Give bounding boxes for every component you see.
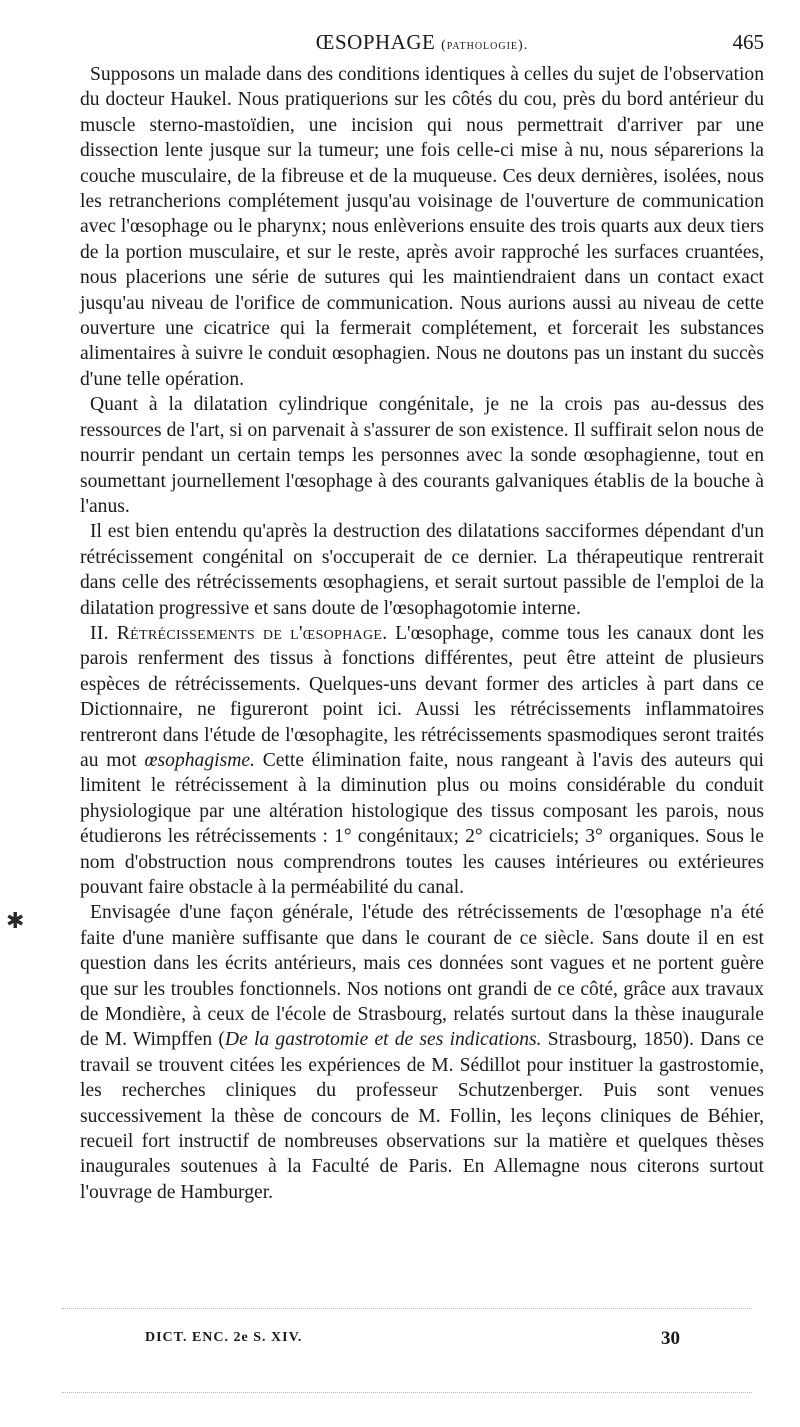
header-subtitle: (pathologie). [441,38,529,53]
paragraph-3-text: Il est bien entendu qu'après la destruction des dilatations sacciformes dépendant d'un rétrécissement congénital on s'occuperait de ce dernier. La thérapeutique rentrerait dans celle des rétrécissements œsophagiens, et serait surtout passible de l'emploi de la dilatation progressive et sans doute de l'œsophagotomie interne. [80,521,764,619]
paragraph-5-text-after: Strasbourg, 1850). Dans ce travail se trouvent citées les expériences de M. Sédillot pour instituer la gastrostomie, les recherches cliniques du professeur Schutzenberger. Puis sont venues successivement la thèse de concours de M. Follin, les leçons cliniques de Béhier, recueil fort instructif de nombreuses observations sur la matière et quelques thèses inaugurales soutenues à la Faculté de Paris. En Allemagne nous citerons surtout l'ouvrage de Hamburger. [80,1029,764,1203]
footer-signature: DICT. ENC. 2e S. XIV. [145,1330,303,1345]
paragraph-2-text: Quant à la dilatation cylindrique congénitale, je ne la crois pas au-dessus des ressources de l'art, si on parvenait à s'assurer de son existence. Il suffirait selon nous de nourrir pendant un certain temps les personnes avec la sonde œsophagienne, tout en soumettant journellement l'œsophage à des courants galvaniques établis de la bouche à l'anus. [80,394,764,517]
margin-mark-icon: ✱ [6,908,25,933]
paragraph-4-text-after: Cette élimination faite, nous rangeant à l'avis des auteurs qui limitent le rétrécissement à la diminution plus ou moins considérable du conduit physiologique par une altération histologique des tissus composant les parois, nous étudierons les rétrécissements : 1° congénitaux; 2° cicatriciels; 3° organiques. Sous le nom d'obstruction nous comprendrons toutes les causes intérieures ou extérieures pouvant faire obstacle à la perméabilité du canal. [80,749,764,898]
paragraph-2 [80,392,764,519]
signature-footer [145,1328,680,1352]
paragraph-1-text: Supposons un malade dans des conditions identiques à celles du sujet de l'observation du docteur Haukel. Nous pratiquerions sur les côtés du cou, près du bord antérieur du muscle sterno-mastoïdien, une incision qui nous permettrait d'arriver par une dissection lente jusque sur la tumeur; une fois celle-ci mise à nu, nous séparerions la couche musculaire, de la fibreuse et de la muqueuse. Ces deux dernières, isolées, nous les retrancherions complétement jusqu'au voisinage de l'ouverture de communication avec l'œsophage ou le pharynx; nous enlèverions ensuite des trois quarts aux deux tiers de la portion musculaire, et sur le reste, après avoir rapproché les surfaces cruantées, nous placerions une série de sutures qui les maintiendraient dans un contact exact jusqu'au niveau de l'orifice de communication. Nous aurions aussi au niveau de cette ouverture une cicatrice qui la fermerait complétement, et forcerait les substances alimentaires à suivre le conduit œsophagien. Nous ne doutons pas un instant du succès d'une telle opération. [80,64,764,390]
page-title [80,30,764,55]
paragraph-3 [80,519,764,621]
running-head [80,30,764,56]
paragraph-4 [80,621,764,900]
page-number: 465 [732,30,764,54]
paragraph-5 [80,900,764,1205]
paragraph-5-text: Envisagée d'une façon générale, l'étude des rétrécissements de l'œsophage n'a été faite d'une manière suffisante que dans le courant de ce siècle. Sans doute il en est question dans les écrits antérieurs, mais ces données sont vagues et ne portent guère que sur les troubles fonctionnels. Nos notions ont grandi de ce côté, grâce aux travaux de Mondière, à ceux de l'école de Strasbourg, relatés surtout dans la thèse inaugurale de M. Wimpffen ( [80,902,764,1051]
footer-signature-number: 30 [661,1328,680,1349]
body-text [80,62,764,1205]
faint-dotted-rule [62,1308,752,1309]
section-heading: II. Rétrécissements de l'œsophage. [90,622,388,644]
bottom-dotted-rule [62,1392,752,1393]
header-title: ŒSOPHAGE [315,30,436,54]
paragraph-1 [80,62,764,392]
paragraph-4-emphasis: œsophagisme. [144,749,255,771]
paragraph-4-text: L'œsophage, comme tous les canaux dont les parois renferment des tissus à fonctions différentes, peut être atteint de plusieurs espèces de rétrécissements. Quelques-uns devant former des articles à part dans ce Dictionnaire, ne figureront point ici. Aussi les rétrécissements inflammatoires rentreront dans l'étude de l'œsophagite, les rétrécissements spasmodiques seront traités au mot [80,622,764,771]
paragraph-5-emphasis: De la gastrotomie et de ses indications. [224,1029,542,1051]
